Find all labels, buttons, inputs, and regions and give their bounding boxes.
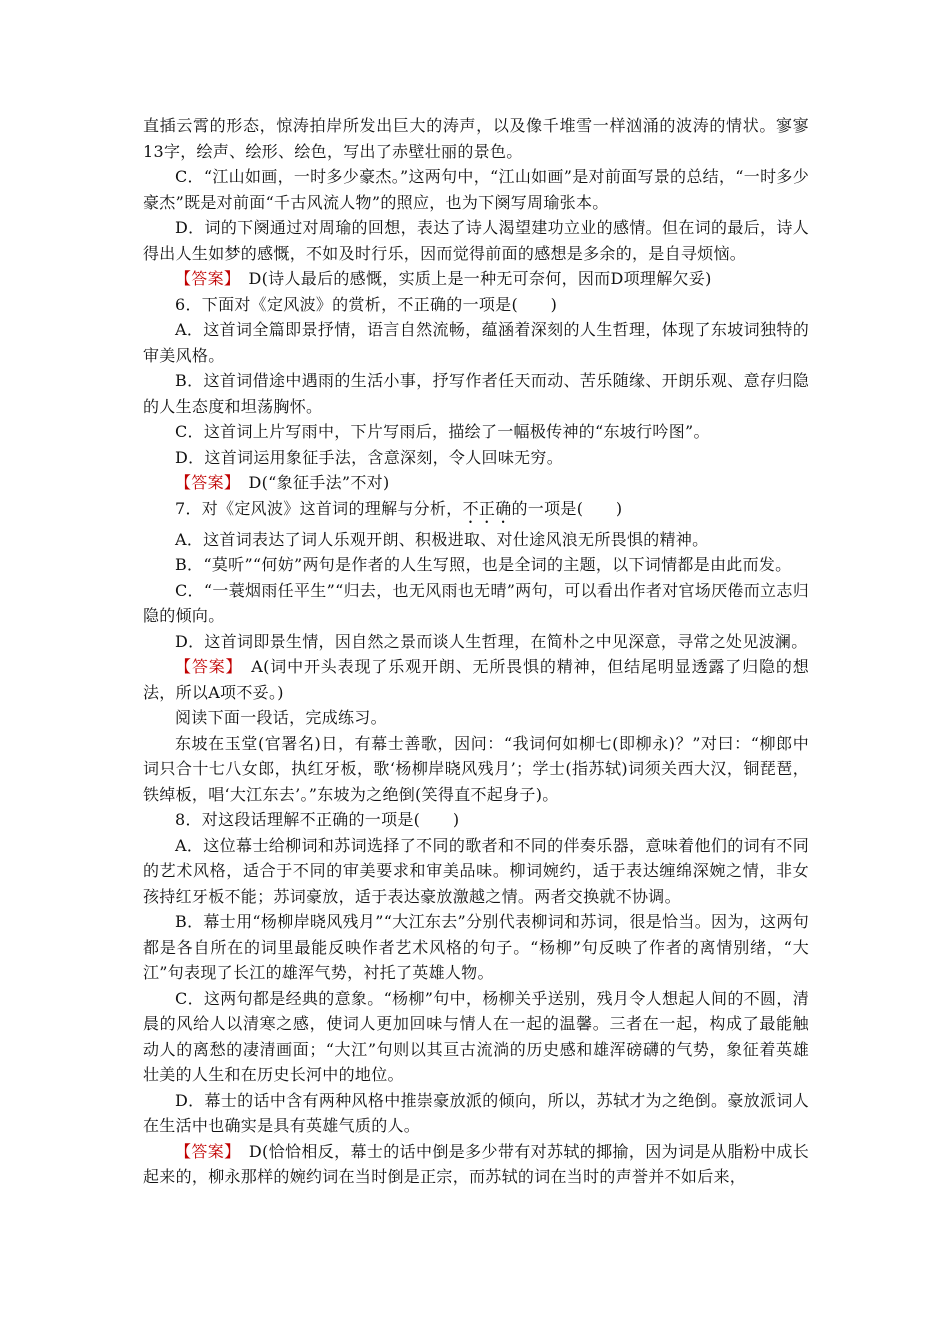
q7-answer [143,654,809,705]
q7-option-c: C．“一蓑烟雨任平生”“归去，也无风雨也无晴”两句，可以看出作者对官场厌倦而立志归隐的倾向。 [143,580,809,625]
q6-option-b: B．这首词借途中遇雨的生活小事，抒写作者任天而动、苦乐随缘、开朗乐观、意存归隐的人生态度和坦荡胸怀。 [143,371,809,416]
q7-stem-emphasis: 不正确 [462,498,512,518]
q8-answer [143,1139,809,1190]
answer-label: 【答案】 [175,1141,233,1161]
answer-label: 【答案】 [175,657,235,676]
q7-stem-pre: 7．对《定风波》这首词的理解与分析， [175,498,463,518]
q6-option-a: A．这首词全篇即景抒情，语言自然流畅，蕴涵着深刻的人生哲理，体现了东坡词独特的审美风格。 [143,320,809,365]
q8-option-d: D．幕士的话中含有两种风格中推崇豪放派的倾向，所以，苏轼才为之绝倒。豪放派词人在生活中也确实是具有英雄气质的人。 [143,1090,809,1135]
q7-option-b: B．“莫听”“何妨”两句是作者的人生写照，也是全词的主题，以下词情都是由此而发。 [175,555,792,574]
q8-option-a: A．这位幕士给柳词和苏词选择了不同的歌者和不同的伴奏乐器，意味着他们的词有不同的艺术风格，适合于不同的审美要求和审美品味。柳词婉约，适于表达缠绵深婉之情，非女孩持红牙板不能；苏词豪放，适于表达豪放激越之情。两者交换就不协调。 [143,835,809,906]
document-body [143,113,809,1190]
q7-stem [143,496,809,527]
answer-label: 【答案】 [175,473,233,492]
q5-option-d: D．词的下阕通过对周瑜的回想，表达了诗人渴望建功立业的感情。但在词的最后，诗人得出人生如梦的感慨，不如及时行乐，因而觉得前面的感想是多余的，是自寻烦恼。 [143,218,809,263]
q7-option-d: D．这首词即景生情，因自然之景而谈人生哲理，在简朴之中见深意，寻常之处见波澜。 [175,631,808,651]
q7-option-a: A．这首词表达了词人乐观开朗、积极进取、对仕途风浪无所畏惧的精神。 [175,529,709,549]
q6-option-d: D．这首词运用象征手法，含意深刻，令人回味无穷。 [175,447,564,467]
answer-label: 【答案】 [175,269,233,288]
q6-option-c: C．这首词上片写雨中，下片写雨后，描绘了一幅极传神的“东坡行吟图”。 [175,422,710,441]
q7-stem-post: 的一项是( ) [511,498,623,518]
reading-passage: 东坡在玉堂(官署名)日，有幕士善歌，因问：“我词何如柳七(即柳永)？”对曰：“柳郎中词只合十七八女郎，执红牙板，歌‘杨柳岸晓风残月’；学士(指苏轼)词须关西大汉，铜琵琶，铁绰板，唱‘大江东去’。”东坡为之绝倒(笑得直不起身子)。 [143,733,809,804]
q6-answer [143,470,809,496]
answer-text: A(词中开头表现了乐观开朗、无所畏惧的精神，但结尾明显透露了归隐的想法，所以A项不妥。) [143,657,809,702]
paragraph: 直插云霄的形态，惊涛拍岸所发出巨大的涛声，以及像千堆雪一样汹涌的波涛的情状。寥寥13字，绘声、绘形、绘色，写出了赤壁壮丽的景色。 [143,116,809,161]
q8-option-b: B．幕士用“杨柳岸晓风残月”“大江东去”分别代表柳词和苏词，很是恰当。因为，这两句都是各自所在的词里最能反映作者艺术风格的句子。“杨柳”句反映了作者的离情别绪，“大江”句表现了长江的雄浑气势，衬托了英雄人物。 [143,912,809,982]
q8-option-c: C．这两句都是经典的意象。“杨柳”句中，杨柳关乎送别，残月令人想起人间的不圆，清晨的风给人以清寒之感，使词人更加回味与情人在一起的温馨。三者在一起，构成了最能触动人的离愁的凄清画面；“大江”句则以其亘古流淌的历史感和雄浑磅礴的气势，象征着英雄壮美的人生和在历史长河中的地位。 [143,988,809,1084]
reading-intro: 阅读下面一段话，完成练习。 [175,708,387,727]
q8-stem: 8．对这段话理解不正确的一项是( ) [175,810,460,829]
answer-text: D(诗人最后的感慨，实质上是一种无可奈何，因而D项理解欠妥) [248,269,712,288]
q5-option-c: C．“江山如画，一时多少豪杰。”这两句中，“江山如画”是对前面写景的总结，“一时多少豪杰”既是对前面“千古风流人物”的照应，也为下阕写周瑜张本。 [143,167,809,212]
q5-answer [143,266,809,292]
answer-text: D(“象征手法”不对) [248,473,390,492]
answer-text: D(恰恰相反，幕士的话中倒是多少带有对苏轼的揶揄，因为词是从脂粉中成长起来的，柳永那样的婉约词在当时倒是正宗，而苏轼的词在当时的声誉并不如后来， [143,1141,810,1186]
q6-stem: 6．下面对《定风波》的赏析，不正确的一项是( ) [175,294,558,314]
